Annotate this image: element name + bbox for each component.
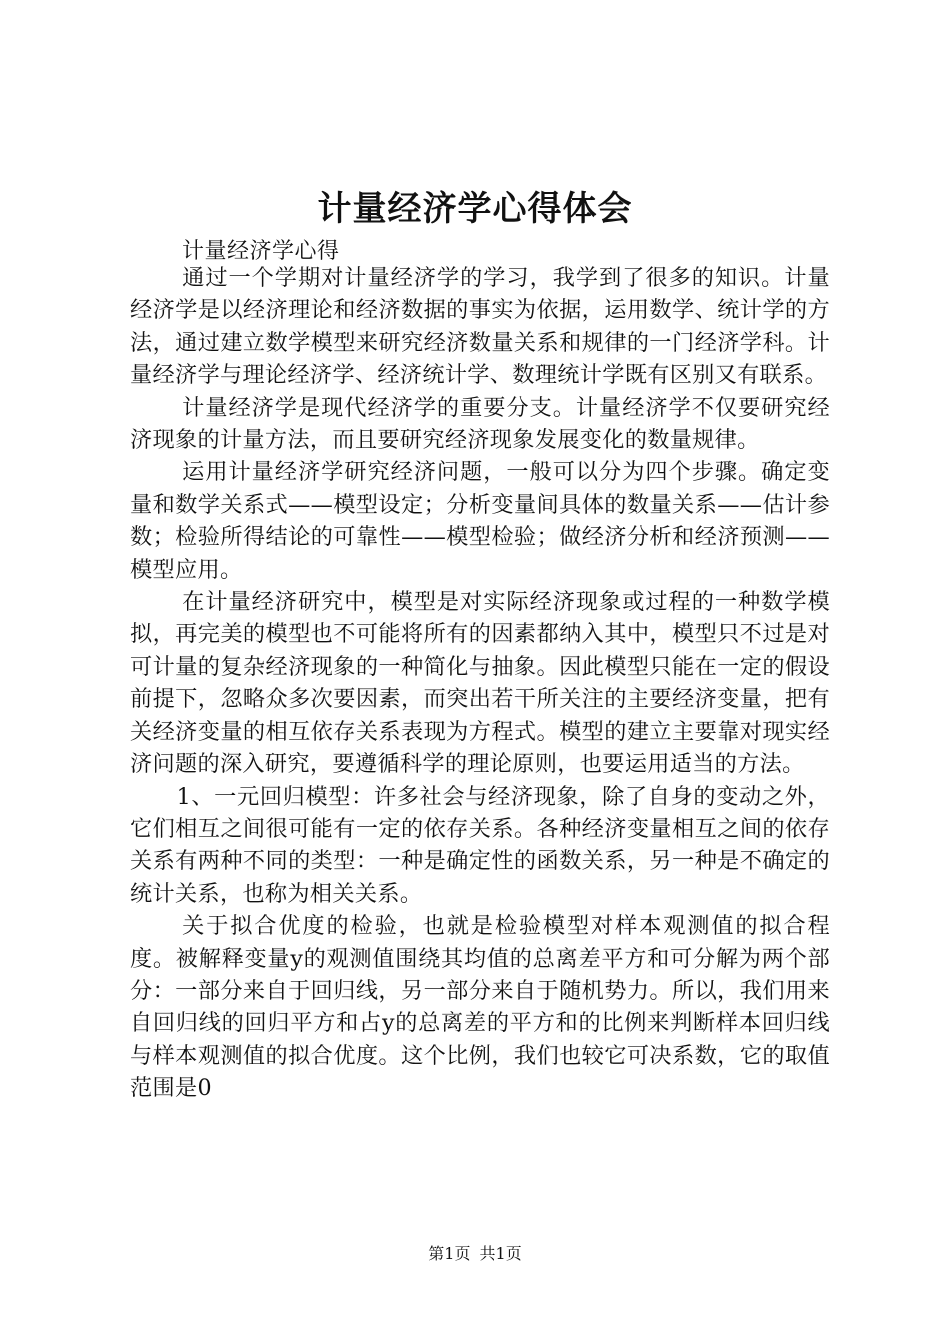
paragraph: 在计量经济研究中，模型是对实际经济现象或过程的一种数学模拟，再完美的模型也不可能将所有的因素都纳入其中，模型只不过是对可计量的复杂经济现象的一种简化与抽象。因此模型只能在一定的假设前提下，忽略众多次要因素，而突出若干所关注的主要经济变量，把有关经济变量的相互依存关系表现为方程式。模型的建立主要靠对现实经济问题的深入研究，要遵循科学的理论原则，也要运用适当的方法。 bbox=[130, 589, 830, 778]
paragraph: 通过一个学期对计量经济学的学习，我学到了很多的知识。计量经济学是以经济理论和经济数据的事实为依据，运用数学、统计学的方法，通过建立数学模型来研究经济数量关系和规律的一门经济学科。计量经济学与理论经济学、经济统计学、数理统计学既有区别又有联系。 bbox=[130, 265, 830, 389]
document-subtitle: 计量经济学心得 bbox=[182, 239, 340, 264]
paragraph-numbered: 1、一元回归模型：许多社会与经济现象，除了自身的变动之外，它们相互之间很可能有一定的依存关系。各种经济变量相互之间的依存关系有两种不同的类型：一种是确定性的函数关系，另一种是不确定的统计关系，也称为相关关系。 bbox=[130, 783, 830, 907]
document-title: 计量经济学心得体会 bbox=[317, 189, 633, 229]
paragraph: 关于拟合优度的检验，也就是检验模型对样本观测值的拟合程度。被解释变量y的观测值围绕其均值的总离差平方和可分解为两个部分：一部分来自于回归线，另一部分来自于随机势力。所以，我们用来自回归线的回归平方和占y的总离差的平方和的比例来判断样本回归线与样本观测值的拟合优度。这个比例，我们也较它可决系数，它的取值范围是0 bbox=[130, 913, 830, 1102]
paragraph: 计量经济学是现代经济学的重要分支。计量经济学不仅要研究经济现象的计量方法，而且要研究经济现象发展变化的数量规律。 bbox=[130, 394, 830, 454]
document-body bbox=[130, 262, 830, 1105]
page-footer: 第1页 共1页 bbox=[428, 1244, 522, 1263]
paragraph: 运用计量经济学研究经济问题，一般可以分为四个步骤。确定变量和数学关系式——模型设定；分析变量间具体的数量关系——估计参数；检验所得结论的可靠性——模型检验；做经济分析和经济预测——模型应用。 bbox=[130, 459, 830, 583]
